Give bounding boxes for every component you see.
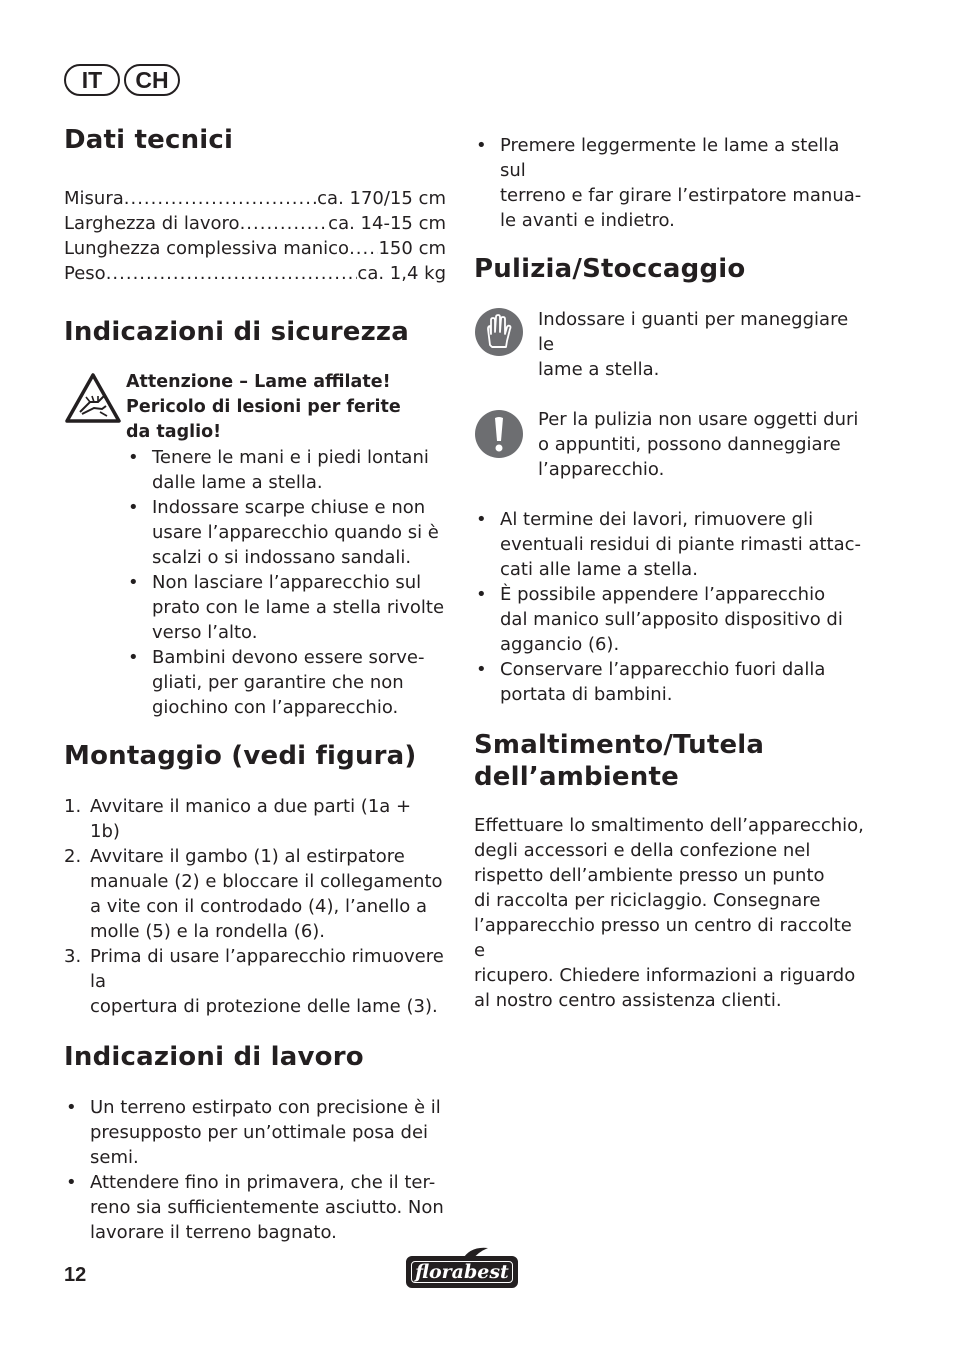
language-badge-ch: CH bbox=[124, 64, 180, 96]
safety-heading: Indicazioni di sicurezza bbox=[64, 317, 409, 347]
cleaning-bullets bbox=[474, 507, 864, 707]
caution-note bbox=[474, 407, 864, 482]
exclamation-icon bbox=[474, 407, 538, 463]
caution-note-text: Per la pulizia non usare oggetti duri o appuntiti, possono danneggiare l’apparecchio. bbox=[538, 409, 859, 480]
list-item: 1. Avvitare il manico a due parti (1a + 1b) bbox=[64, 796, 412, 842]
brand-name: florabest bbox=[411, 1261, 513, 1283]
spec-row: Larghezza di lavoro ..... ca. 14-15 cm bbox=[64, 211, 446, 236]
left-column bbox=[64, 124, 446, 1245]
list-item: • Indossare scarpe chiuse e non usare l’apparecchio quando si è scalzi o si indossano sandali. bbox=[126, 495, 446, 570]
page-number: 12 bbox=[64, 1264, 87, 1286]
warning-triangle-icon bbox=[64, 370, 126, 720]
work-bullets-continued bbox=[474, 133, 864, 233]
tech-specs bbox=[64, 186, 446, 286]
language-badges bbox=[64, 64, 180, 96]
disposal-text: Effettuare lo smaltimento dell’apparecchio, degli accessori e della confezione nel rispetto dell’ambiente presso un punto di raccolta per riciclaggio. Consegnare l’apparecchio presso un centro di raccolte e ricupero. Chiedere informazioni a riguardo al nostro centro assistenza clienti. bbox=[474, 815, 864, 1011]
tech-data-heading: Dati tecnici bbox=[64, 125, 234, 155]
assembly-steps bbox=[64, 794, 446, 1019]
disposal-heading: Smaltimento/Tutela dell’ambiente bbox=[474, 730, 765, 792]
list-item: 3. Prima di usare l’apparecchio rimuovere la copertura di protezione delle lame (3). bbox=[64, 946, 444, 1017]
list-item: • Conservare l’apparecchio fuori dalla portata di bambini. bbox=[474, 657, 864, 707]
work-heading: Indicazioni di lavoro bbox=[64, 1042, 364, 1072]
list-item: • Non lasciare l’apparecchio sul prato con le lame a stella rivolte verso l’alto. bbox=[126, 570, 446, 645]
right-column bbox=[474, 133, 864, 1013]
safety-bullets bbox=[126, 445, 446, 720]
list-item: • Un terreno estirpato con precisione è il presupposto per un’ottimale posa dei semi. bbox=[64, 1095, 446, 1170]
list-item: • Attendere fino in primavera, che il ter- reno sia sufficientemente asciutto. Non lavorare il terreno bagnato. bbox=[64, 1170, 446, 1245]
gloves-icon bbox=[474, 307, 538, 361]
list-item: • Premere leggermente le lame a stella sul terreno e far girare l’estirpatore manua- le avanti e indietro. bbox=[474, 133, 864, 233]
florabest-logo bbox=[406, 1246, 520, 1290]
warning-text: Attenzione – Lame affilate! Pericolo di lesioni per ferite da taglio! bbox=[126, 372, 401, 442]
language-badge-it: IT bbox=[64, 64, 120, 96]
assembly-heading: Montaggio (vedi figura) bbox=[64, 741, 417, 771]
gloves-note bbox=[474, 307, 864, 382]
work-bullets bbox=[64, 1095, 446, 1245]
list-item: • Tenere le mani e i piedi lontani dalle lame a stella. bbox=[126, 445, 446, 495]
list-item: • Bambini devono essere sorve- gliati, per garantire che non giochino con l’apparecchio. bbox=[126, 645, 446, 720]
list-item: • È possibile appendere l’apparecchio dal manico sull’apposito dispositivo di aggancio (6). bbox=[474, 582, 864, 657]
sharp-blade-warning bbox=[64, 370, 446, 720]
spec-row: Misura ..... ca. 170/15 cm bbox=[64, 186, 446, 211]
spec-row: Peso ..... ca. 1,4 kg bbox=[64, 261, 446, 286]
list-item: 2. Avvitare il gambo (1) al estirpatore manuale (2) e bloccare il collegamento a vite con il controdado (4), l’anello a molle (5) e la rondella (6). bbox=[64, 846, 443, 942]
gloves-note-text: Indossare i guanti per maneggiare le lame a stella. bbox=[538, 309, 849, 380]
list-item: • Al termine dei lavori, rimuovere gli eventuali residui di piante rimasti attac- cati alle lame a stella. bbox=[474, 507, 864, 582]
spec-row: Lunghezza complessiva manico ..... 150 cm bbox=[64, 236, 446, 261]
cleaning-heading: Pulizia/Stoccaggio bbox=[474, 254, 746, 284]
